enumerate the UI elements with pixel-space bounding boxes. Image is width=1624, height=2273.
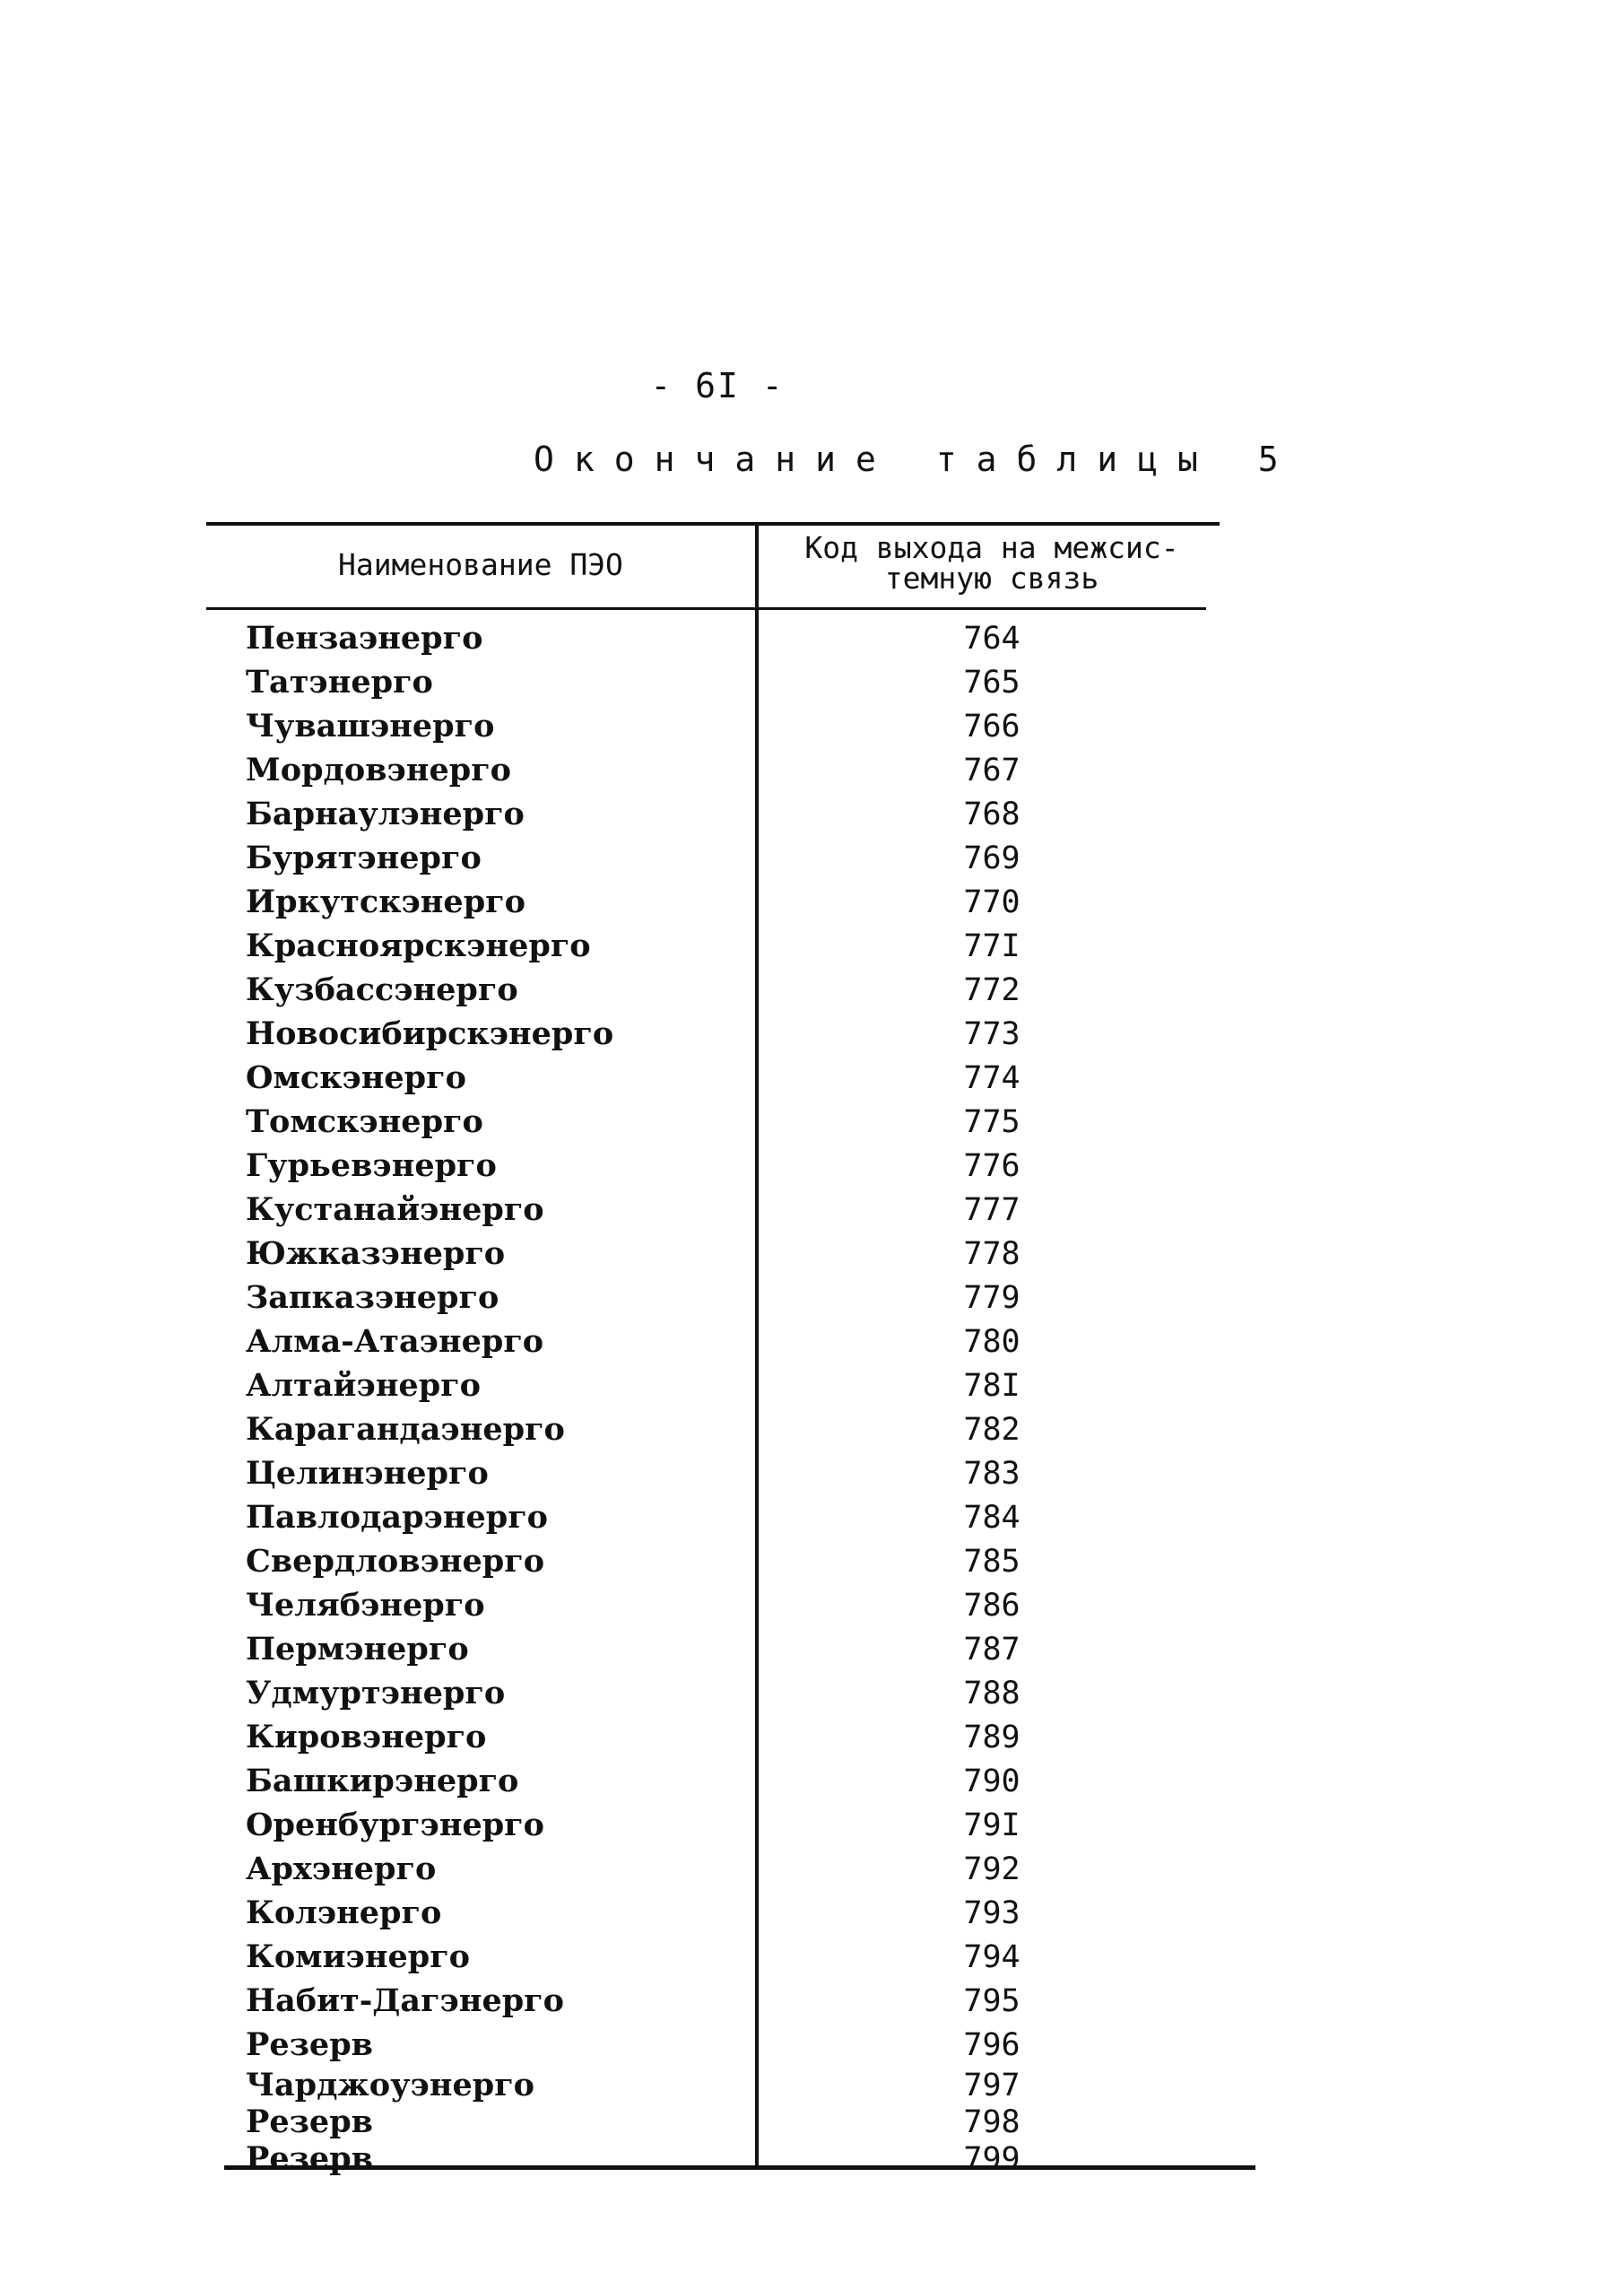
row-name: Пензаэнерго: [246, 620, 483, 657]
table-body: [206, 616, 1255, 2177]
row-code: 768: [963, 796, 1020, 832]
row-name: Чувашэнерго: [246, 708, 495, 745]
row-code: 786: [963, 1587, 1020, 1624]
page-number: - 6I -: [650, 366, 785, 405]
row-name: Челябэнерго: [246, 1587, 485, 1624]
row-name: Чарджоуэнерго: [246, 2067, 534, 2103]
table-header-rule: [206, 607, 1206, 610]
row-code: 790: [963, 1763, 1020, 1799]
row-name: Свердловэнерго: [246, 1543, 545, 1580]
row-code: 785: [963, 1543, 1020, 1580]
table-row: [206, 1144, 1255, 1188]
table-row: [206, 1100, 1255, 1144]
row-code: 773: [963, 1015, 1020, 1052]
row-code: 782: [963, 1411, 1020, 1448]
row-name: Татэнерго: [246, 664, 433, 701]
row-code: 767: [963, 752, 1020, 788]
row-code: 766: [963, 708, 1020, 745]
table-row: [206, 1276, 1255, 1319]
table-row: [206, 1979, 1255, 2023]
row-code: 792: [963, 1851, 1020, 1887]
table-row: [206, 1539, 1255, 1583]
row-name: Бурятэнерго: [246, 840, 482, 876]
row-code: 789: [963, 1719, 1020, 1755]
row-name: Кузбассэнерго: [246, 971, 518, 1008]
row-name: Новосибирскэнерго: [246, 1015, 614, 1052]
table-row: [206, 1891, 1255, 1935]
row-name: Запказэнерго: [246, 1279, 499, 1316]
table-row: [206, 2067, 1255, 2103]
row-name: Целинэнерго: [246, 1455, 489, 1492]
row-name: Павлодарэнерго: [246, 1499, 549, 1536]
row-name: Колэнерго: [246, 1894, 442, 1931]
row-code: 779: [963, 1279, 1020, 1316]
table-row: [206, 748, 1255, 792]
row-code: 799: [963, 2140, 1020, 2177]
row-code: 775: [963, 1103, 1020, 1140]
row-name: Мордовэнерго: [246, 752, 512, 788]
table-row: [206, 1935, 1255, 1979]
row-name: Удмуртэнерго: [246, 1675, 506, 1711]
row-code: 774: [963, 1059, 1020, 1096]
header-code-line-2: темную связь: [884, 561, 1099, 596]
table-row: [206, 1759, 1255, 1803]
row-code: 787: [963, 1631, 1020, 1668]
table-row: [206, 1627, 1255, 1671]
row-name: Томскэнерго: [246, 1103, 483, 1140]
row-code: 780: [963, 1323, 1020, 1360]
row-name: Кировэнерго: [246, 1719, 487, 1755]
row-name: Южказэнерго: [246, 1235, 506, 1272]
row-name: Гурьевэнерго: [246, 1147, 497, 1184]
row-name: Набит-Дагэнерго: [246, 1982, 564, 2019]
table-row: [206, 1583, 1255, 1627]
row-code: 765: [963, 664, 1020, 701]
table-row: [206, 968, 1255, 1012]
row-code: 784: [963, 1499, 1020, 1536]
header-name-column: Наименование ПЭО: [338, 547, 623, 582]
table-row: [206, 1188, 1255, 1232]
row-code: 796: [963, 2026, 1020, 2063]
row-name: Башкирэнерго: [246, 1763, 519, 1799]
row-name: Омскэнерго: [246, 1059, 466, 1096]
row-code: 764: [963, 620, 1020, 657]
table-row: [206, 1012, 1255, 1056]
row-code: 783: [963, 1455, 1020, 1492]
row-code: 77I: [963, 927, 1020, 964]
table-row: [206, 2103, 1255, 2140]
row-name: Карагандаэнерго: [246, 1411, 565, 1448]
row-code: 797: [963, 2067, 1020, 2103]
row-name: Алтайэнерго: [246, 1367, 481, 1404]
row-name: Барнаулэнерго: [246, 796, 525, 832]
table-row: [206, 2023, 1255, 2067]
row-code: 770: [963, 884, 1020, 920]
table-row: [206, 660, 1255, 704]
row-name: Оренбургэнерго: [246, 1807, 544, 1843]
row-name: Красноярскэнерго: [246, 927, 591, 964]
table-row: [206, 1495, 1255, 1539]
table-row: [206, 704, 1255, 748]
table-row: [206, 1715, 1255, 1759]
row-name: Кустанайэнерго: [246, 1191, 544, 1228]
row-name: Пермэнерго: [246, 1631, 469, 1668]
row-code: 769: [963, 840, 1020, 876]
row-name: Комиэнерго: [246, 1938, 471, 1975]
row-code: 793: [963, 1894, 1020, 1931]
table-row: [206, 1451, 1255, 1495]
row-code: 776: [963, 1147, 1020, 1184]
row-name: Иркутскэнерго: [246, 884, 525, 920]
row-name: Резерв: [246, 2140, 373, 2177]
row-name: Резерв: [246, 2026, 373, 2063]
table-row: [206, 2140, 1255, 2177]
row-code: 798: [963, 2103, 1020, 2140]
row-code: 794: [963, 1938, 1020, 1975]
header-code-line-1: Код выхода на межсис-: [804, 530, 1179, 565]
row-code: 777: [963, 1191, 1020, 1228]
table-row: [206, 616, 1255, 660]
table-row: [206, 1407, 1255, 1451]
row-name: Алма-Атаэнерго: [246, 1323, 544, 1360]
table-row: [206, 836, 1255, 880]
table-row: [206, 924, 1255, 968]
table-row: [206, 1232, 1255, 1276]
row-name: Резерв: [246, 2103, 373, 2140]
table-row: [206, 1363, 1255, 1407]
row-code: 78I: [963, 1367, 1020, 1404]
table-row: [206, 1847, 1255, 1891]
row-code: 795: [963, 1982, 1020, 2019]
table-row: [206, 792, 1255, 836]
row-code: 788: [963, 1675, 1020, 1711]
row-code: 79I: [963, 1807, 1020, 1843]
header-code-column: [759, 530, 1225, 596]
table-row: [206, 1319, 1255, 1363]
table-row: [206, 1056, 1255, 1100]
table-caption: Окончание таблицы 5: [534, 440, 1298, 479]
table-row: [206, 880, 1255, 924]
row-name: Архэнерго: [246, 1851, 437, 1887]
row-code: 778: [963, 1235, 1020, 1272]
table-row: [206, 1803, 1255, 1847]
row-code: 772: [963, 971, 1020, 1008]
table-row: [206, 1671, 1255, 1715]
